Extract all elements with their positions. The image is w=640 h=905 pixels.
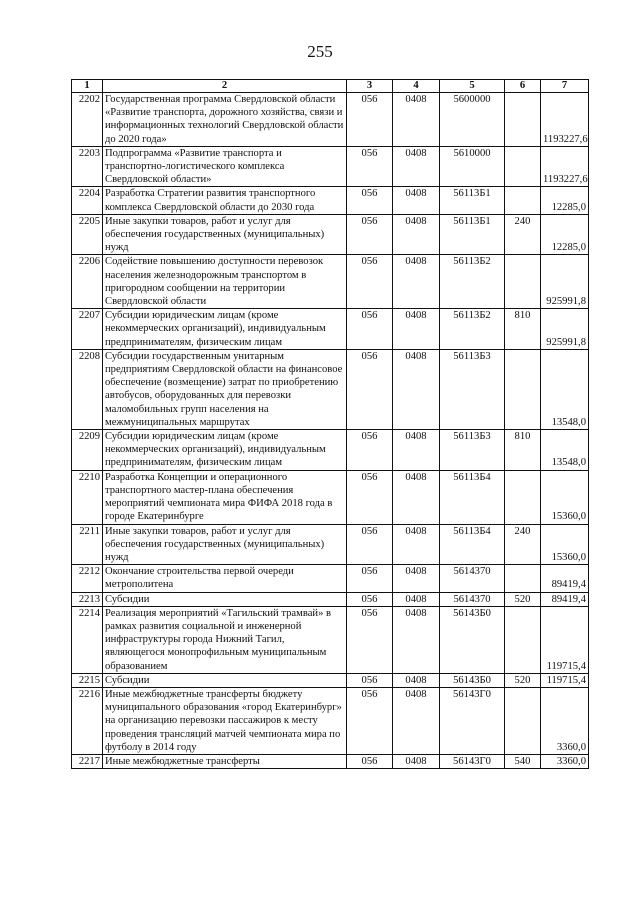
row-name-cell: Иные межбюджетные трансферты бюджету муниципального образования «город Екатеринбург» на организацию перевозки пассажиров к месту проведения трансляций матчей чемпионата мира по футболу в 2014 году — [103, 687, 347, 754]
expense-type-cell — [505, 146, 541, 187]
row-number-cell: 2211 — [72, 524, 103, 565]
ministry-code-cell: 056 — [347, 687, 393, 754]
expense-type-cell — [505, 255, 541, 309]
column-header: 5 — [440, 80, 505, 93]
row-number-cell: 2206 — [72, 255, 103, 309]
ministry-code-cell: 056 — [347, 309, 393, 350]
sum-cell: 13548,0 — [541, 349, 589, 429]
expense-type-cell: 520 — [505, 592, 541, 606]
article-code-cell: 56143Б0 — [440, 673, 505, 687]
table-row — [72, 606, 589, 673]
expense-type-cell — [505, 187, 541, 214]
column-header: 3 — [347, 80, 393, 93]
row-name-cell: Реализация мероприятий «Тагильский трамвай» в рамках развития социальной и инженерной инфраструктуры города Нижний Тагил, являющегося монопрофильным муниципальным образованием — [103, 606, 347, 673]
ministry-code-cell: 056 — [347, 255, 393, 309]
expense-type-cell: 520 — [505, 673, 541, 687]
ministry-code-cell: 056 — [347, 187, 393, 214]
article-code-cell: 56113Б2 — [440, 309, 505, 350]
row-number-cell: 2213 — [72, 592, 103, 606]
article-code-cell: 56113Б4 — [440, 524, 505, 565]
expense-type-cell — [505, 606, 541, 673]
ministry-code-cell: 056 — [347, 93, 393, 147]
column-header: 7 — [541, 80, 589, 93]
row-name-cell: Субсидии юридическим лицам (кроме некоммерческих организаций), индивидуальным предпринимателям, физическим лицам — [103, 430, 347, 471]
article-code-cell: 56113Б2 — [440, 255, 505, 309]
sum-cell: 1193227,6 — [541, 146, 589, 187]
row-number-cell: 2205 — [72, 214, 103, 255]
section-code-cell: 0408 — [393, 146, 440, 187]
table-row — [72, 187, 589, 214]
section-code-cell: 0408 — [393, 309, 440, 350]
expense-type-cell: 810 — [505, 309, 541, 350]
ministry-code-cell: 056 — [347, 430, 393, 471]
sum-cell: 12285,0 — [541, 214, 589, 255]
expense-type-cell: 810 — [505, 430, 541, 471]
sum-cell: 1193227,6 — [541, 93, 589, 147]
row-name-cell: Субсидии государственным унитарным предприятиям Свердловской области на финансовое обеспечение (возмещение) затрат по приобретению автобусов, оборудованных для перевозки маломобильных групп населения на межмуниципальных маршрутах — [103, 349, 347, 429]
row-number-cell: 2216 — [72, 687, 103, 754]
ministry-code-cell: 056 — [347, 214, 393, 255]
table-row — [72, 146, 589, 187]
sum-cell: 89419,4 — [541, 592, 589, 606]
section-code-cell: 0408 — [393, 565, 440, 592]
article-code-cell: 56113Б1 — [440, 214, 505, 255]
table-row — [72, 430, 589, 471]
expense-type-cell: 540 — [505, 754, 541, 768]
article-code-cell: 5614370 — [440, 592, 505, 606]
column-header: 4 — [393, 80, 440, 93]
row-number-cell: 2210 — [72, 470, 103, 524]
row-name-cell: Окончание строительства первой очереди метрополитена — [103, 565, 347, 592]
row-name-cell: Субсидии юридическим лицам (кроме некоммерческих организаций), индивидуальным предпринимателям, физическим лицам — [103, 309, 347, 350]
table-row — [72, 754, 589, 768]
row-number-cell: 2217 — [72, 754, 103, 768]
row-name-cell: Разработка Концепции и операционного транспортного мастер-плана обеспечения мероприятий чемпионата мира ФИФА 2018 года в городе Екатеринбурге — [103, 470, 347, 524]
row-name-cell: Разработка Стратегии развития транспортного комплекса Свердловской области до 2030 года — [103, 187, 347, 214]
ministry-code-cell: 056 — [347, 606, 393, 673]
expense-type-cell: 240 — [505, 524, 541, 565]
row-name-cell: Содействие повышению доступности перевозок населения железнодорожным транспортом в пригородном сообщении на территории Свердловской области — [103, 255, 347, 309]
row-number-cell: 2203 — [72, 146, 103, 187]
expense-type-cell — [505, 687, 541, 754]
row-number-cell: 2208 — [72, 349, 103, 429]
article-code-cell: 56143Г0 — [440, 754, 505, 768]
row-name-cell: Иные закупки товаров, работ и услуг для обеспечения государственных (муниципальных) нужд — [103, 524, 347, 565]
article-code-cell: 56113Б3 — [440, 349, 505, 429]
table-body — [72, 93, 589, 769]
ministry-code-cell: 056 — [347, 565, 393, 592]
table-row — [72, 687, 589, 754]
sum-cell: 119715,4 — [541, 606, 589, 673]
section-code-cell: 0408 — [393, 754, 440, 768]
article-code-cell: 5614370 — [440, 565, 505, 592]
row-name-cell: Иные закупки товаров, работ и услуг для обеспечения государственных (муниципальных) нужд — [103, 214, 347, 255]
expense-type-cell — [505, 349, 541, 429]
table-row — [72, 93, 589, 147]
article-code-cell: 56113Б1 — [440, 187, 505, 214]
table-row — [72, 309, 589, 350]
section-code-cell: 0408 — [393, 430, 440, 471]
sum-cell: 15360,0 — [541, 470, 589, 524]
row-name-cell: Субсидии — [103, 592, 347, 606]
table-row — [72, 470, 589, 524]
row-number-cell: 2202 — [72, 93, 103, 147]
section-code-cell: 0408 — [393, 470, 440, 524]
table-row — [72, 592, 589, 606]
ministry-code-cell: 056 — [347, 673, 393, 687]
page-number: 255 — [307, 42, 333, 61]
row-number-cell: 2209 — [72, 430, 103, 471]
sum-cell: 925991,8 — [541, 255, 589, 309]
sum-cell: 12285,0 — [541, 187, 589, 214]
article-code-cell: 56113Б3 — [440, 430, 505, 471]
table-row — [72, 255, 589, 309]
table-row — [72, 214, 589, 255]
sum-cell: 925991,8 — [541, 309, 589, 350]
ministry-code-cell: 056 — [347, 754, 393, 768]
ministry-code-cell: 056 — [347, 470, 393, 524]
row-number-cell: 2212 — [72, 565, 103, 592]
ministry-code-cell: 056 — [347, 524, 393, 565]
section-code-cell: 0408 — [393, 349, 440, 429]
budget-table — [71, 79, 589, 769]
ministry-code-cell: 056 — [347, 146, 393, 187]
row-number-cell: 2204 — [72, 187, 103, 214]
section-code-cell: 0408 — [393, 673, 440, 687]
row-name-cell: Иные межбюджетные трансферты — [103, 754, 347, 768]
article-code-cell: 5610000 — [440, 146, 505, 187]
ministry-code-cell: 056 — [347, 592, 393, 606]
sum-cell: 3360,0 — [541, 687, 589, 754]
section-code-cell: 0408 — [393, 255, 440, 309]
article-code-cell: 56113Б4 — [440, 470, 505, 524]
column-header: 2 — [103, 80, 347, 93]
article-code-cell: 5600000 — [440, 93, 505, 147]
section-code-cell: 0408 — [393, 687, 440, 754]
row-number-cell: 2215 — [72, 673, 103, 687]
row-number-cell: 2214 — [72, 606, 103, 673]
article-code-cell: 56143Г0 — [440, 687, 505, 754]
row-name-cell: Субсидии — [103, 673, 347, 687]
expense-type-cell — [505, 93, 541, 147]
sum-cell: 89419,4 — [541, 565, 589, 592]
table-header-row — [72, 80, 589, 93]
sum-cell: 15360,0 — [541, 524, 589, 565]
sum-cell: 3360,0 — [541, 754, 589, 768]
expense-type-cell — [505, 565, 541, 592]
table-row — [72, 524, 589, 565]
row-name-cell: Подпрограмма «Развитие транспорта и транспортно-логистического комплекса Свердловской области» — [103, 146, 347, 187]
section-code-cell: 0408 — [393, 214, 440, 255]
table-row — [72, 349, 589, 429]
section-code-cell: 0408 — [393, 592, 440, 606]
table-row — [72, 673, 589, 687]
expense-type-cell: 240 — [505, 214, 541, 255]
row-name-cell: Государственная программа Свердловской области «Развитие транспорта, дорожного хозяйства, связи и информационных технологий Свердловской области до 2020 года» — [103, 93, 347, 147]
sum-cell: 119715,4 — [541, 673, 589, 687]
column-header: 1 — [72, 80, 103, 93]
ministry-code-cell: 056 — [347, 349, 393, 429]
section-code-cell: 0408 — [393, 187, 440, 214]
article-code-cell: 56143Б0 — [440, 606, 505, 673]
expense-type-cell — [505, 470, 541, 524]
row-number-cell: 2207 — [72, 309, 103, 350]
section-code-cell: 0408 — [393, 524, 440, 565]
section-code-cell: 0408 — [393, 606, 440, 673]
sum-cell: 13548,0 — [541, 430, 589, 471]
table-row — [72, 565, 589, 592]
section-code-cell: 0408 — [393, 93, 440, 147]
column-header: 6 — [505, 80, 541, 93]
